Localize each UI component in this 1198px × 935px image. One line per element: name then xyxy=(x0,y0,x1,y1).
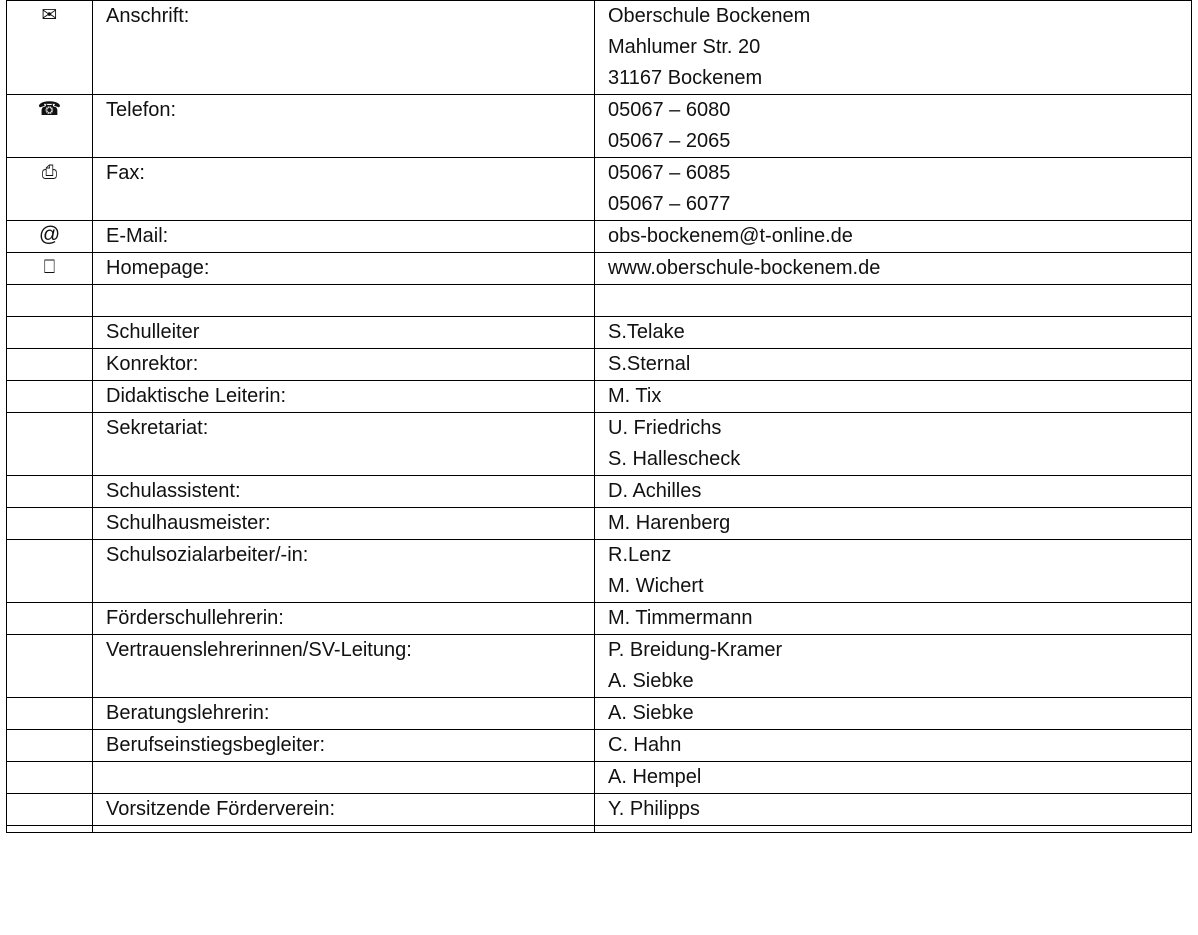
empty-icon-cell xyxy=(7,349,93,381)
empty-icon-cell xyxy=(7,794,93,826)
empty-cell xyxy=(93,826,595,833)
staff-row-sekretariat xyxy=(7,413,1192,476)
person-name: C. Hahn xyxy=(595,730,1192,762)
staff-row-berufseinstieg-2 xyxy=(7,762,1192,794)
empty-icon-cell xyxy=(7,317,93,349)
empty-icon-cell xyxy=(7,381,93,413)
staff-row-sozialarbeit xyxy=(7,540,1192,603)
person-name: A. Hempel xyxy=(595,762,1192,794)
role-label: Schulhausmeister: xyxy=(93,508,595,540)
email-value[interactable]: obs-bockenem@t-online.de xyxy=(595,221,1192,253)
email-row xyxy=(7,221,1192,253)
homepage-label: Homepage: xyxy=(93,253,595,285)
empty-row xyxy=(7,285,1192,317)
homepage-value[interactable]: www.oberschule-bockenem.de xyxy=(595,253,1192,285)
person-name: M. Timmermann xyxy=(595,603,1192,635)
computer-icon: ⎕ xyxy=(7,253,93,285)
staff-row-hausmeister xyxy=(7,508,1192,540)
phone-label: Telefon: xyxy=(93,95,595,158)
empty-cell xyxy=(595,285,1192,317)
phone-number: 05067 – 6080 xyxy=(608,99,731,121)
address-label: Anschrift: xyxy=(93,1,595,95)
empty-cell xyxy=(7,285,93,317)
empty-icon-cell xyxy=(7,413,93,476)
role-label: Förderschullehrerin: xyxy=(93,603,595,635)
person-names xyxy=(595,413,1192,476)
phone-number: 05067 – 2065 xyxy=(608,130,731,152)
person-name: U. Friedrichs xyxy=(608,417,722,439)
staff-row-schulleiter xyxy=(7,317,1192,349)
empty-cell xyxy=(595,826,1192,833)
address-line: Mahlumer Str. 20 xyxy=(608,36,761,58)
role-label: Schulsozialarbeiter/-in: xyxy=(93,540,595,603)
at-icon-glyph: @ xyxy=(38,223,61,246)
empty-icon-cell xyxy=(7,730,93,762)
role-label: Schulleiter xyxy=(93,317,595,349)
empty-icon-cell xyxy=(7,762,93,794)
staff-row-vertrauen xyxy=(7,635,1192,698)
person-name: A. Siebke xyxy=(608,670,694,692)
person-name: P. Breidung-Kramer xyxy=(608,639,783,661)
fax-value xyxy=(595,158,1192,221)
empty-icon-cell xyxy=(7,635,93,698)
fax-row xyxy=(7,158,1192,221)
empty-cell xyxy=(93,285,595,317)
fax-number: 05067 – 6085 xyxy=(608,162,731,184)
phone-value xyxy=(595,95,1192,158)
person-name: S.Telake xyxy=(595,317,1192,349)
person-names xyxy=(595,635,1192,698)
role-label: Vertrauenslehrerinnen/SV-Leitung: xyxy=(93,635,595,698)
empty-icon-cell xyxy=(7,476,93,508)
staff-row-berufseinstieg xyxy=(7,730,1192,762)
role-label: Konrektor: xyxy=(93,349,595,381)
staff-row-konrektor xyxy=(7,349,1192,381)
fax-number: 05067 – 6077 xyxy=(608,193,731,215)
empty-cell xyxy=(7,826,93,833)
empty-icon-cell xyxy=(7,603,93,635)
homepage-row xyxy=(7,253,1192,285)
empty-icon-cell xyxy=(7,698,93,730)
empty-icon-cell xyxy=(7,508,93,540)
phone-row xyxy=(7,95,1192,158)
person-name: D. Achilles xyxy=(595,476,1192,508)
telephone-icon: ☎ xyxy=(7,95,93,158)
at-icon xyxy=(7,221,93,253)
fax-label: Fax: xyxy=(93,158,595,221)
person-name: M. Wichert xyxy=(608,575,704,597)
person-name: M. Harenberg xyxy=(595,508,1192,540)
role-label: Vorsitzende Förderverein: xyxy=(93,794,595,826)
role-label: Berufseinstiegsbegleiter: xyxy=(93,730,595,762)
role-label: Sekretariat: xyxy=(93,413,595,476)
address-line: 31167 Bockenem xyxy=(608,67,763,89)
person-names xyxy=(595,540,1192,603)
person-name: S. Hallescheck xyxy=(608,448,741,470)
staff-row-schulassistent xyxy=(7,476,1192,508)
staff-row-foerderverein xyxy=(7,794,1192,826)
fax-icon: ⎙ xyxy=(7,158,93,221)
person-name: Y. Philipps xyxy=(595,794,1192,826)
empty-role-cell xyxy=(93,762,595,794)
address-line: Oberschule Bockenem xyxy=(608,5,811,27)
address-value xyxy=(595,1,1192,95)
person-name: A. Siebke xyxy=(595,698,1192,730)
school-contact-table xyxy=(6,0,1192,833)
person-name: M. Tix xyxy=(595,381,1192,413)
address-row xyxy=(7,1,1192,95)
role-label: Beratungslehrerin: xyxy=(93,698,595,730)
role-label: Didaktische Leiterin: xyxy=(93,381,595,413)
staff-row-beratung xyxy=(7,698,1192,730)
person-name: S.Sternal xyxy=(595,349,1192,381)
cutoff-row xyxy=(7,826,1192,833)
role-label: Schulassistent: xyxy=(93,476,595,508)
envelope-icon: ✉ xyxy=(7,1,93,95)
email-label: E-Mail: xyxy=(93,221,595,253)
staff-row-didaktik xyxy=(7,381,1192,413)
empty-icon-cell xyxy=(7,540,93,603)
person-name: R.Lenz xyxy=(608,544,672,566)
staff-row-foerderschul xyxy=(7,603,1192,635)
